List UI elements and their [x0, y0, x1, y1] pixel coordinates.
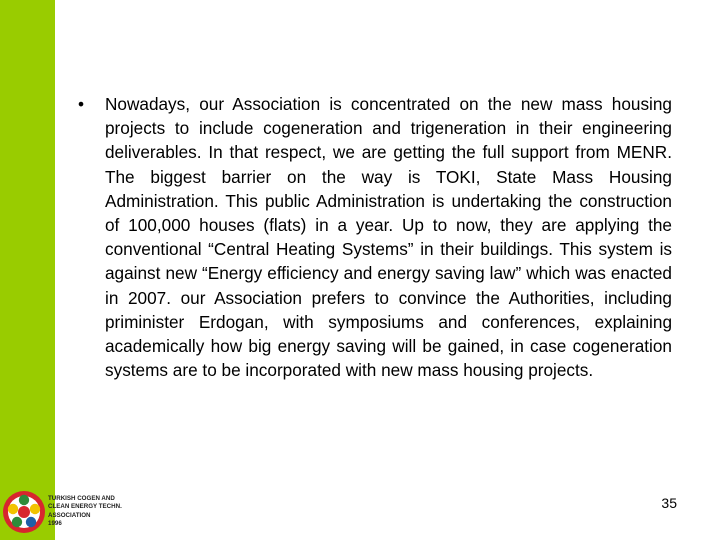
slide-body: [78, 92, 672, 382]
logo-line: 1996: [48, 519, 62, 527]
association-logo-icon: [2, 490, 46, 534]
logo-line: ASSOCIATION: [48, 511, 91, 519]
logo-line: TURKISH COGEN AND: [48, 495, 115, 502]
page-number: 35: [661, 495, 677, 511]
logo-line: CLEAN ENERGY TECHN.: [48, 503, 122, 511]
bullet-item: [78, 92, 672, 382]
side-accent-bar: [0, 0, 55, 540]
bullet-icon: •: [78, 94, 85, 114]
logo-text: [48, 495, 122, 528]
bullet-text: Nowadays, our Association is concentrated on the new mass housing projects to include cogeneration and trigeneration in their engineering deliverables. In that respect, we are getting the full support from MENR. The biggest barrier on the way is TOKI, State Mass Housing Administration. This public Administration is undertaking the construction of 100,000 houses (flats) in a year. Up to now, they are applying the conventional “Central Heating Systems” in their buildings. This system is against new “Energy efficiency and energy saving law” which was enacted in 2007. our Association prefers to convince the Authorities, including priminister Erdogan, with symposiums and conferences, explaining academically how big energy saving will be gained, in case cogeneration systems are to be incorporated with new mass housing projects.: [105, 94, 672, 381]
